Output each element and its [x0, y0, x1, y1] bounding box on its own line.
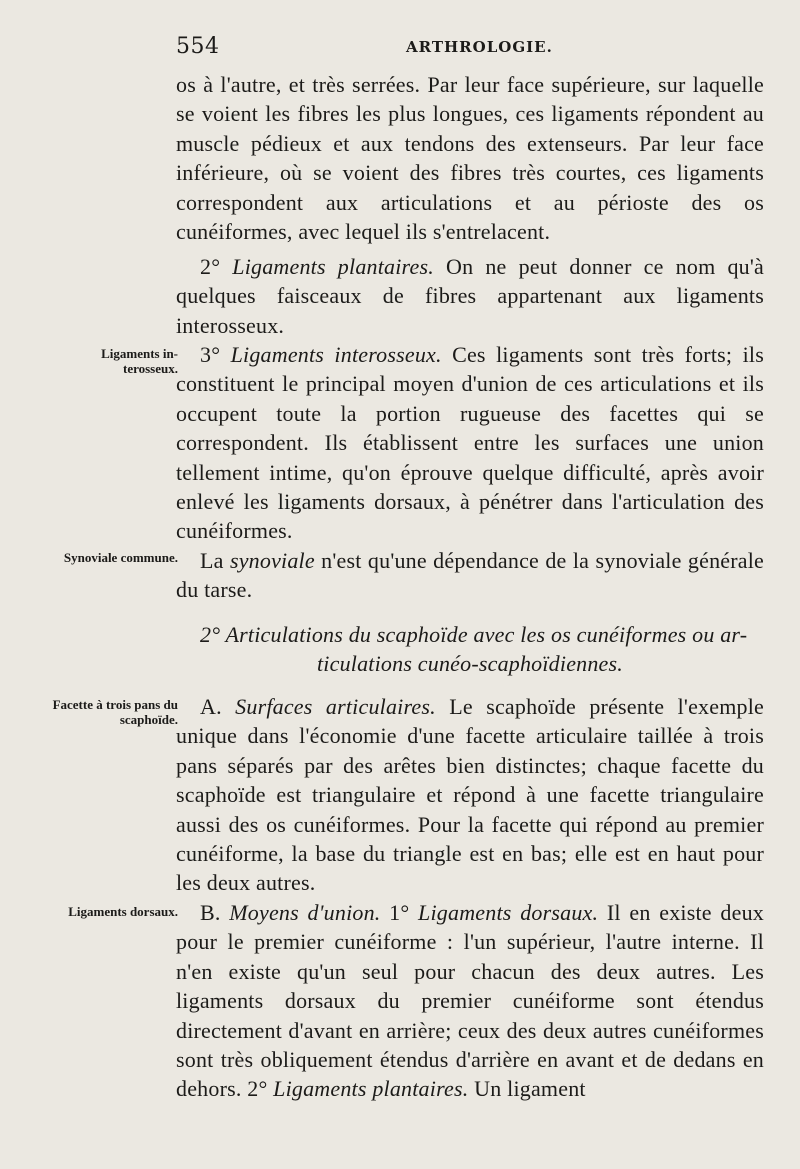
numbering: 2°: [200, 254, 233, 279]
paragraph-ligaments-interosseux: [176, 340, 764, 546]
section-letter: B.: [200, 900, 230, 925]
paragraph-text: Il en existe deux pour le premier cunéiforme : l'un supérieur, l'autre interne. Il n'en existe qu'un seul pour chacun des deux autres. Les ligaments dorsaux du premier cunéiforme sont étendus directement d'avant en arrière; ceux des deux autres cunéiformes sont très obliquement étendus d'arrière en avant et de dedans en dehors. 2°: [176, 900, 764, 1102]
term-moyens-d-union: Moyens d'union.: [229, 900, 381, 925]
paragraph-text: On ne peut donner ce nom qu'à quelques faisceaux de fibres appartenant aux ligaments interosseux.: [176, 254, 764, 338]
paragraph-text: Ces ligaments sont très forts; ils constituent le principal moyen d'union de ces articulations et ils occupent toute la portion rugueuse des facettes qui se correspondent. Ils établissent entre les surfaces une union tellement intime, qu'on éprouve quelque difficulté, après avoir enlevé les ligaments dorsaux, à pénétrer dans l'articulation des cunéiformes.: [176, 342, 764, 544]
paragraph-synoviale: [176, 546, 764, 605]
running-head: ARTHROLOGIE.: [406, 38, 553, 56]
margin-note-synoviale-commune: Synoviale commune.: [63, 550, 178, 565]
paragraph-lead: La: [200, 548, 230, 573]
section-heading-line-2: ticulations cunéo-scaphoïdiennes.: [317, 651, 623, 677]
term-ligaments-dorsaux: Ligaments dorsaux.: [418, 900, 599, 925]
paragraph-text-tail: Un ligament: [468, 1076, 586, 1102]
paragraph-text: os à l'autre, et très serrées. Par leur face supérieure, sur laquelle se voient les fibres les plus longues, ces ligaments répondent au muscle pédieux et aux tendons des extenseurs. Par leur face inférieure, où se voient des fibres très courtes, ces ligaments correspondent aux articulations et au périoste des os cunéiformes, avec lequel ils s'entrelacent.: [176, 72, 764, 245]
term-synoviale: synoviale: [229, 548, 315, 573]
section-heading: [176, 620, 764, 679]
term-ligaments-plantaires: Ligaments plantaires.: [232, 254, 434, 279]
paragraph-text: Le scaphoïde présente l'exemple unique dans l'économie d'une facette articulaire taillée à trois pans séparés par des arêtes bien distinctes; chaque facette du scaphoïde est triangulaire et répond à une facette triangulaire aussi des os cunéiformes. Pour la facette qui répond au premier cunéiforme, la base du triangle est en bas; elle est en haut pour les deux autres.: [176, 694, 764, 896]
term-ligaments-interosseux: Ligaments interosseux.: [230, 342, 442, 367]
page-header: [176, 34, 556, 60]
paragraph-text: n'est qu'une dépendance de la synoviale générale du tarse.: [176, 548, 764, 603]
term-ligaments-plantaires-2: Ligaments plantaires.: [273, 1076, 469, 1102]
paragraph-ligaments-dorsaux-continued: [176, 70, 764, 246]
section-letter: A.: [200, 694, 236, 719]
term-surfaces-articulaires: Surfaces articulaires.: [235, 694, 436, 719]
paragraph-surfaces-articulaires: [176, 692, 764, 898]
section-heading-line-1: 2° Articulations du scaphoïde avec les os cunéiformes ou ar-: [200, 622, 748, 647]
margin-note-ligaments-interosseux: Ligaments in-terosseux.: [101, 346, 178, 376]
page-number: 554: [176, 34, 220, 59]
paragraph-moyens-d-union: [176, 898, 764, 1104]
numbering: 3°: [200, 342, 231, 367]
paragraph-ligaments-plantaires: [176, 252, 764, 340]
numbering: 1°: [380, 900, 419, 925]
margin-note-ligaments-dorsaux: Ligaments dorsaux.: [68, 904, 178, 919]
margin-note-facette-a-trois-pans: Facette à trois pans du scaphoïde.: [52, 697, 178, 727]
